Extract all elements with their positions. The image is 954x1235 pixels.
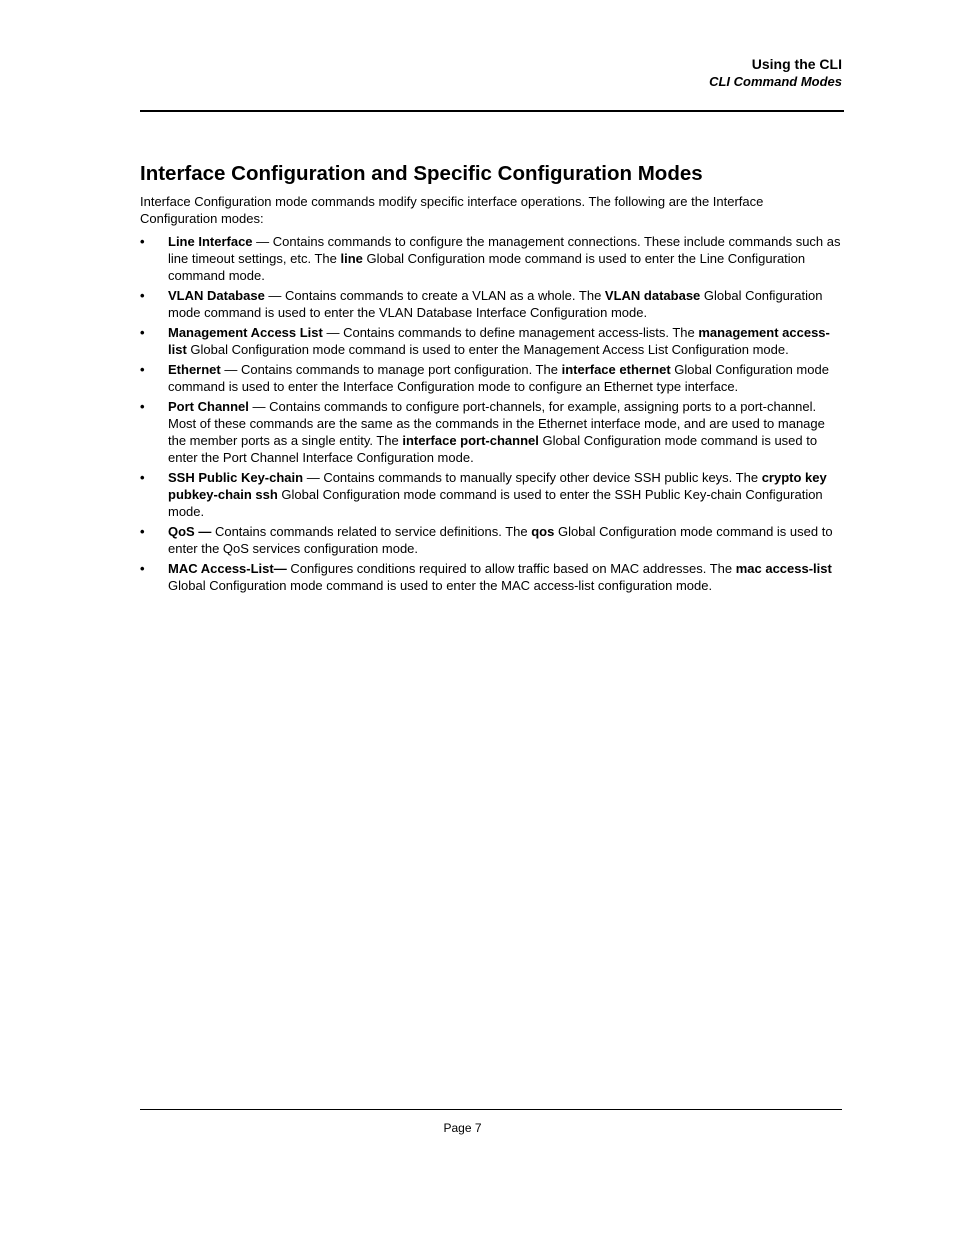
bullet-icon: • (140, 288, 145, 303)
item-text: Global Configuration mode command is used to enter the Interface Configuration mode to configure an Ethernet type interface. (168, 362, 829, 394)
list-item-management-access-list (140, 324, 842, 358)
header-title: Using the CLI (751, 56, 842, 72)
section-title: Interface Configuration and Specific Configuration Modes (140, 162, 703, 185)
item-term: Line Interface (168, 234, 253, 249)
item-command: qos (531, 524, 555, 539)
bullet-icon: • (140, 561, 145, 576)
item-command: management access-list (168, 325, 830, 357)
header-subtitle: CLI Command Modes (709, 74, 842, 89)
item-term: SSH Public Key-chain (168, 470, 304, 485)
item-command: mac access-list (735, 561, 832, 576)
item-text: — Contains commands to configure the management connections. These include commands such as line timeout settings, etc. The (168, 234, 841, 266)
item-text: Global Configuration mode command is used to enter the Line Configuration command mode. (168, 251, 806, 283)
list-item-ssh-public-key-chain (140, 469, 842, 520)
bullet-icon: • (140, 470, 145, 485)
bullet-icon: • (140, 234, 145, 249)
item-term: QoS — (168, 524, 212, 539)
item-command: line (340, 251, 363, 266)
item-text: Global Configuration mode command is used to enter the VLAN Database Interface Configuration mode. (168, 288, 823, 320)
bullet-icon: • (140, 524, 145, 539)
footer-rule (140, 1109, 842, 1110)
item-text: Global Configuration mode command is used to enter the Management Access List Configuration mode. (186, 342, 789, 357)
item-command: VLAN database (604, 288, 701, 303)
item-term: MAC Access-List— (168, 561, 287, 576)
item-text: — Contains commands to manually specify other device SSH public keys. The (303, 470, 762, 485)
item-text: — Contains commands to define management access-lists. The (322, 325, 699, 340)
item-text: — Contains commands to manage port configuration. The (220, 362, 562, 377)
item-command: crypto key pubkey-chain ssh (168, 470, 827, 502)
bullet-icon: • (140, 399, 145, 414)
item-term: VLAN Database (168, 288, 265, 303)
header-rule (140, 110, 844, 112)
item-term: Port Channel (168, 399, 249, 414)
list-item-qos (140, 523, 842, 557)
item-term: Ethernet (168, 362, 221, 377)
item-text: Global Configuration mode command is used to enter the MAC access-list configuration mode. (168, 578, 713, 593)
list-item-port-channel (140, 398, 842, 466)
list-item-vlan-database (140, 287, 842, 321)
item-text: Global Configuration mode command is used to enter the Port Channel Interface Configuration mode. (168, 433, 818, 465)
list-item-ethernet (140, 361, 842, 395)
item-term: Management Access List (168, 325, 323, 340)
item-text: Configures conditions required to allow traffic based on MAC addresses. The (286, 561, 736, 576)
page-number: Page 7 (443, 1121, 482, 1135)
bullet-icon: • (140, 325, 145, 340)
section-intro: Interface Configuration mode commands modify specific interface operations. The following are the Interface Configuration modes: (140, 194, 764, 226)
page-content (140, 160, 842, 597)
list-item-mac-access-list (140, 560, 842, 594)
item-command: interface port-channel (402, 433, 539, 448)
item-text: — Contains commands to configure port-channels, for example, assigning ports to a port-channel. Most of these commands are the same as the commands in the Ethernet interface mode, and are used to manage the member ports as a single entity. The (168, 399, 825, 448)
running-header (709, 55, 842, 90)
mode-list (140, 233, 842, 594)
item-command: interface ethernet (561, 362, 671, 377)
list-item-line-interface (140, 233, 842, 284)
item-text: Global Configuration mode command is used to enter the QoS services configuration mode. (168, 524, 833, 556)
item-text: Global Configuration mode command is used to enter the SSH Public Key-chain Configuration mode. (168, 487, 823, 519)
item-text: — Contains commands to create a VLAN as a whole. The (264, 288, 605, 303)
bullet-icon: • (140, 362, 145, 377)
item-text: Contains commands related to service definitions. The (211, 524, 532, 539)
